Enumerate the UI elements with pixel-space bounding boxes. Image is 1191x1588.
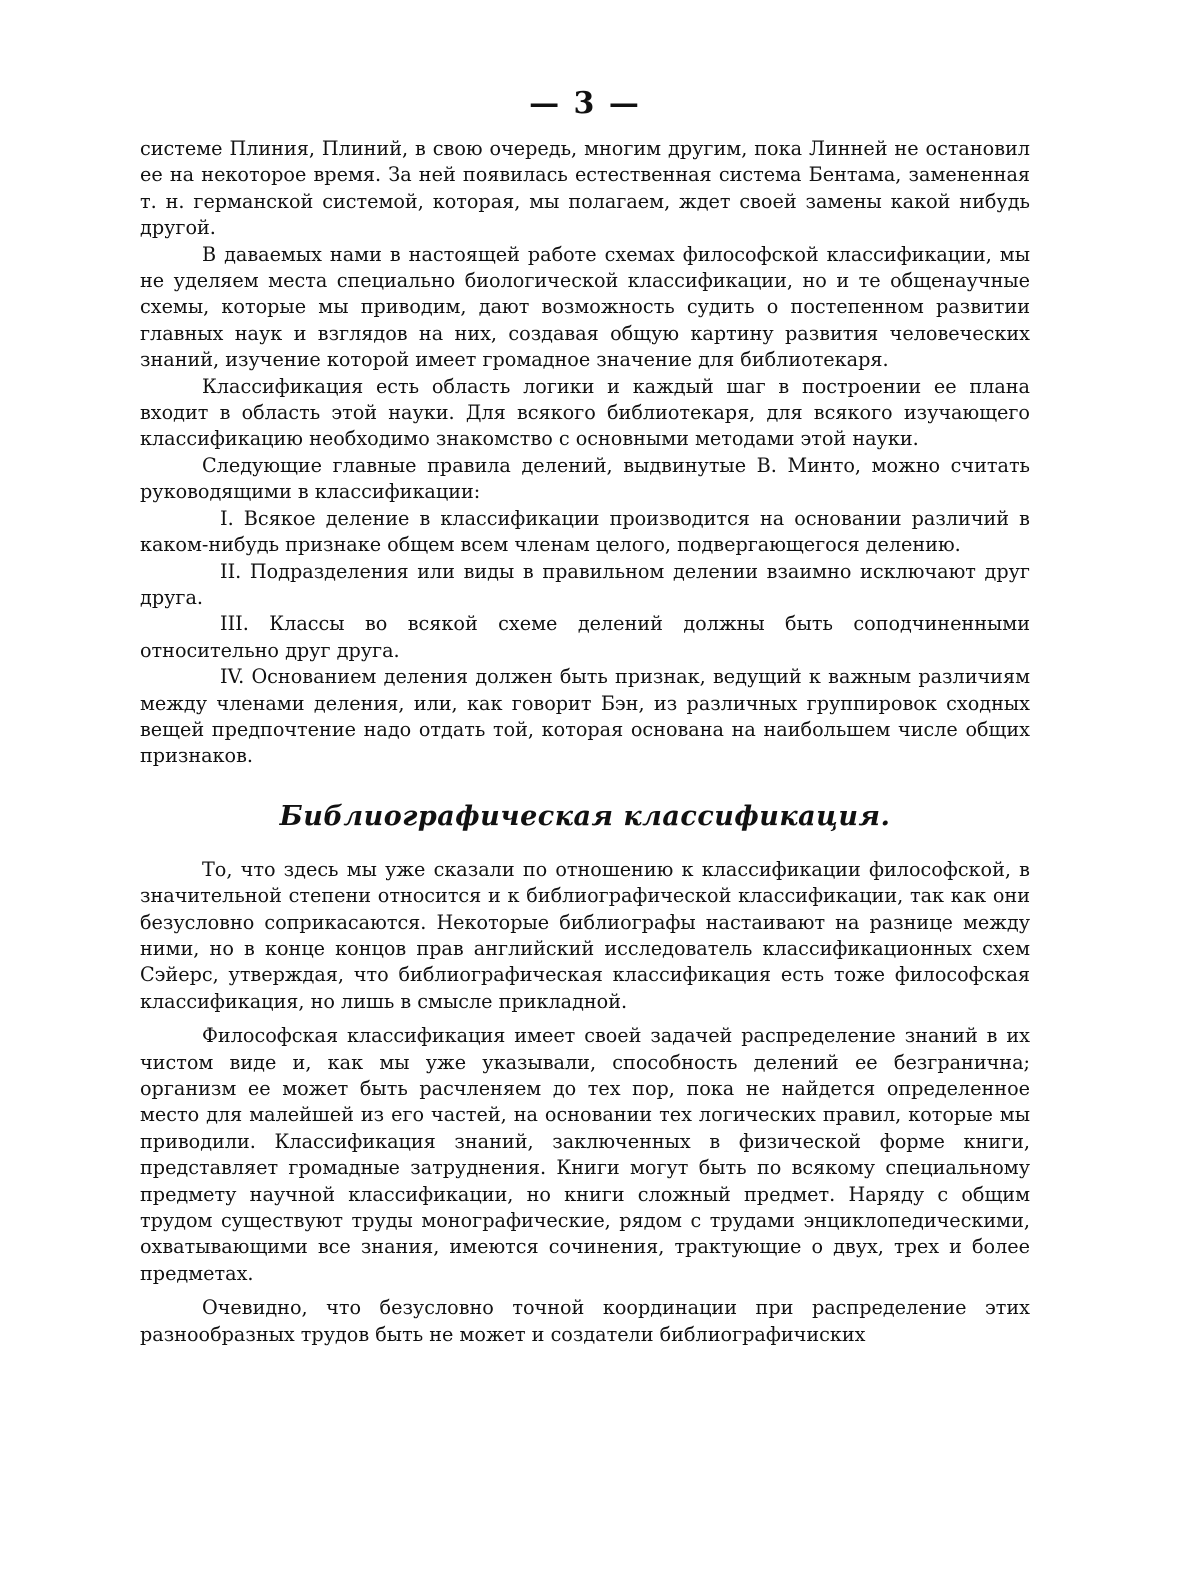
- paragraph-logic: Классификация есть область логики и каждый шаг в построении ее плана входит в область этой науки. Для всякого библиотекаря, для всякого изучающего классификацию необходимо знакомство с основными методами этой науки.: [140, 374, 1030, 451]
- paragraph-continuation: системе Плиния, Плиний, в свою очередь, многим другим, пока Линней не остановил ее на некоторое время. За ней появилась естественная система Бентама, замененная т. н. германской системой, которая, мы полагаем, ждет своей замены какой нибудь другой.: [140, 137, 1030, 240]
- paragraph-gap: [140, 1015, 1030, 1023]
- bibliographic-section: [140, 857, 1030, 1348]
- rule-item-3: III. Классы во всякой схеме делений должны быть соподчиненными относительно друг друга.: [140, 612, 1030, 662]
- rule-item-2: II. Подразделения или виды в правильном делении взаимно исключают друг друга.: [140, 559, 1030, 609]
- document-page: [140, 84, 1030, 1348]
- paragraph-bibliographic-relation: То, что здесь мы уже сказали по отношению к классификации философской, в значительной степени относится и к библиографической классификации, так как они безусловно соприкасаются. Некоторые библиографы настаивают на разнице между ними, но в конце концов прав английский исследователь классификационных схем Сэйерс, утверждая, что библиографическая классификация есть тоже философская классификация, но лишь в смысле прикладной.: [140, 857, 1030, 1013]
- rule-item-4: IV. Основанием деления должен быть признак, ведущий к важным различиям между членами деления, или, как говорит Бэн, из различных группировок сходных вещей предпочтение надо отдать той, которая основана на наибольшем числе общих признаков.: [140, 665, 1030, 768]
- paragraph-philosophical-schemes: В даваемых нами в настоящей работе схемах философской классификации, мы не уделяем места специально биологической классификации, но и те общенаучные схемы, которые мы приводим, дают возможность судить о постепенном развитии главных наук и взглядов на них, создавая общую картину развития человеческих знаний, изучение которой имеет громадное значение для библиотекаря.: [140, 242, 1030, 372]
- section-title: Библиографическая классификация.: [279, 800, 891, 832]
- rule-item-1: I. Всякое деление в классификации производится на основании различий в каком-нибудь признаке общем всем членам целого, подвергающегося делению.: [140, 506, 1030, 557]
- page-number: — 3 —: [529, 86, 641, 121]
- paragraph-minto-rules-intro: Следующие главные правила делений, выдвинутые В. Минто, можно считать руководящими в классификации:: [140, 453, 1030, 504]
- top-section: [140, 136, 1030, 770]
- paragraph-coordination: Очевидно, что безусловно точной координации при распределение этих разнообразных трудов быть не может и создатели библиографичиских: [140, 1296, 1030, 1346]
- paragraph-philosophical-task: Философская классификация имеет своей задачей распределение знаний в их чистом виде и, как мы уже указывали, способность делений ее безгранична; организм ее может быть расчленяем до тех пор, пока не найдется определенное место для малейшей из его частей, на основании тех логических правил, которые мы приводили. Классификация знаний, заключенных в физической форме книги, представляет громадные затруднения. Книги могут быть по всякому специальному предмету научной классификации, но книги сложный предмет. Наряду с общим трудом существуют труды монографические, рядом с трудами энциклопедическими, охватывающими все знания, имеются сочинения, трактующие о двух, трех и более предметах.: [140, 1024, 1030, 1285]
- paragraph-gap: [140, 1287, 1030, 1295]
